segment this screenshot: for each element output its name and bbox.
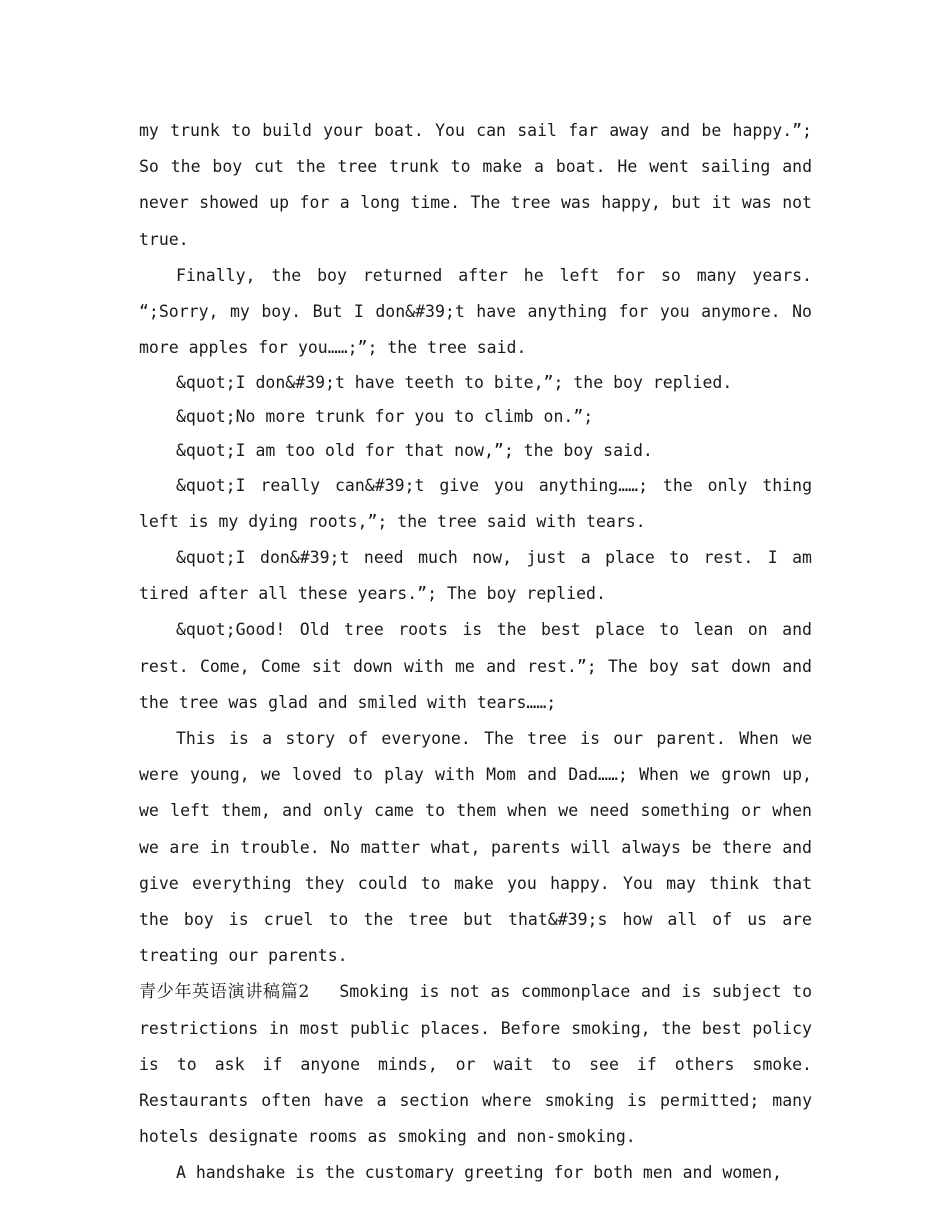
paragraph-good-roots: &quot;Good! Old tree roots is the best place to lean on and rest. Come, Come sit down with me and rest.”; The boy sat down and the tree was glad and smiled with tears……; <box>139 620 812 712</box>
paragraph-smoking <box>139 974 812 1155</box>
paragraph-boy-returned: Finally, the boy returned after he left for so many years. “;Sorry, my boy. But I don&#39;t have anything for you anymore. No more apples for you……;”; the tree said. <box>139 265 812 358</box>
paragraph-too-old: &quot;I am too old for that now,”; the boy said. <box>176 440 653 460</box>
section-paragraph-text: Smoking is not as commonplace and is subject to restrictions in most public places. Before smoking, the best policy is to ask if anyone minds, or wait to see if others smoke. Restaurants often have a section where smoking is permitted; many hotels designate rooms as smoking and non-smoking. <box>139 982 812 1147</box>
paragraph-story-of-everyone: This is a story of everyone. The tree is our parent. When we were young, we loved to play with Mom and Dad……; When we grown up, we left them, and only came to them when we need something or when we are in trouble. No matter what, parents will always be there and give everything they could to make you happy. You may think that the boy is cruel to the tree but that&#39;s how all of us are treating our parents. <box>139 728 812 966</box>
section-heading: 青少年英语演讲稿篇2 <box>139 982 310 1003</box>
paragraph-handshake: A handshake is the customary greeting for both men and women, <box>176 1163 782 1183</box>
paragraph-teeth: &quot;I don&#39;t have teeth to bite,”; the boy replied. <box>176 373 733 393</box>
paragraph-no-trunk: &quot;No more trunk for you to climb on.”; <box>176 407 594 427</box>
paragraph-place-to-rest: &quot;I don&#39;t need much now, just a place to rest. I am tired after all these years.”; The boy replied. <box>139 547 812 604</box>
document-body <box>139 113 812 1192</box>
paragraph-boat: my trunk to build your boat. You can sail far away and be happy.”; So the boy cut the tree trunk to make a boat. He went sailing and never showed up for a long time. The tree was happy, but it was not true. <box>139 121 812 249</box>
paragraph-dying-roots: &quot;I really can&#39;t give you anything……; the only thing left is my dying roots,”; the tree said with tears. <box>139 475 812 531</box>
